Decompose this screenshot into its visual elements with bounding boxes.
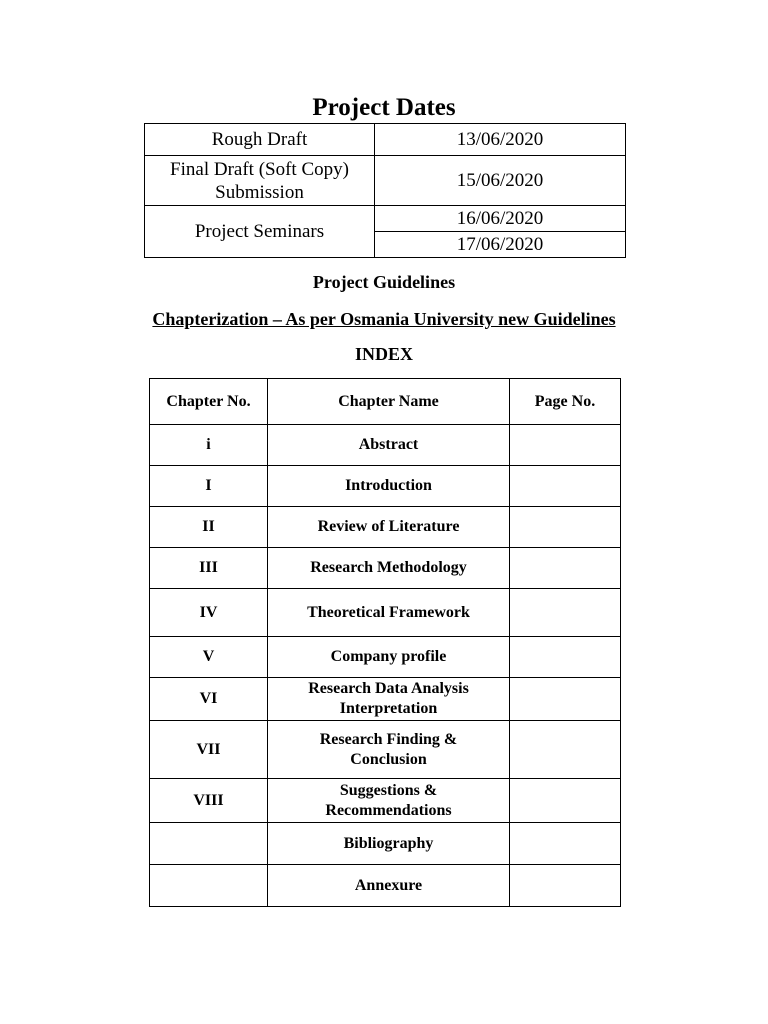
table-row bbox=[150, 425, 621, 466]
chapterization-title: Chapterization – As per Osmania University new Guidelines bbox=[152, 309, 616, 329]
guidelines-title: Project Guidelines bbox=[312, 272, 456, 292]
page-title: Project Dates bbox=[312, 94, 456, 121]
page-no bbox=[510, 466, 621, 507]
chapter-no: V bbox=[150, 637, 268, 678]
table-row bbox=[145, 156, 626, 206]
page-no bbox=[510, 779, 621, 823]
page-no bbox=[510, 678, 621, 721]
table-row bbox=[150, 466, 621, 507]
chapter-name: Introduction bbox=[268, 466, 510, 507]
table-row bbox=[150, 589, 621, 637]
chapter-name: Research Methodology bbox=[268, 548, 510, 589]
table-row bbox=[150, 507, 621, 548]
page-no bbox=[510, 548, 621, 589]
table-row bbox=[150, 779, 621, 823]
date-value: 15/06/2020 bbox=[375, 156, 626, 206]
chapter-name: Abstract bbox=[268, 425, 510, 466]
table-row bbox=[150, 678, 621, 721]
index-table bbox=[149, 378, 621, 907]
chapter-name: Research Finding & Conclusion bbox=[268, 721, 510, 779]
date-value: 16/06/2020 bbox=[375, 206, 626, 232]
chapter-no: I bbox=[150, 466, 268, 507]
table-row bbox=[145, 124, 626, 156]
date-value: 13/06/2020 bbox=[375, 124, 626, 156]
chapter-name: Company profile bbox=[268, 637, 510, 678]
table-header-row bbox=[150, 379, 621, 425]
chapter-no: III bbox=[150, 548, 268, 589]
table-row bbox=[150, 548, 621, 589]
page-no bbox=[510, 425, 621, 466]
table-row bbox=[150, 637, 621, 678]
chapter-name: Suggestions & Recommendations bbox=[268, 779, 510, 823]
chapter-no: VIII bbox=[150, 779, 268, 823]
date-label: Rough Draft bbox=[145, 124, 375, 156]
page-no bbox=[510, 637, 621, 678]
chapter-no: VII bbox=[150, 721, 268, 779]
project-dates-table bbox=[144, 123, 626, 258]
page-no bbox=[510, 865, 621, 907]
index-title: INDEX bbox=[354, 344, 413, 364]
page-no bbox=[510, 589, 621, 637]
date-label: Project Seminars bbox=[145, 206, 375, 258]
column-header: Chapter Name bbox=[268, 379, 510, 425]
column-header: Page No. bbox=[510, 379, 621, 425]
chapter-name: Research Data Analysis Interpretation bbox=[268, 678, 510, 721]
chapter-no: i bbox=[150, 425, 268, 466]
page-no bbox=[510, 823, 621, 865]
date-label: Final Draft (Soft Copy) Submission bbox=[145, 156, 375, 206]
column-header: Chapter No. bbox=[150, 379, 268, 425]
chapter-no bbox=[150, 865, 268, 907]
table-row bbox=[145, 206, 626, 232]
chapter-name: Theoretical Framework bbox=[268, 589, 510, 637]
chapter-name: Bibliography bbox=[268, 823, 510, 865]
page-no bbox=[510, 721, 621, 779]
table-row bbox=[150, 823, 621, 865]
chapter-no: IV bbox=[150, 589, 268, 637]
chapter-no bbox=[150, 823, 268, 865]
date-value: 17/06/2020 bbox=[375, 232, 626, 258]
page-no bbox=[510, 507, 621, 548]
chapter-no: VI bbox=[150, 678, 268, 721]
table-row bbox=[150, 865, 621, 907]
chapter-name: Annexure bbox=[268, 865, 510, 907]
table-row bbox=[150, 721, 621, 779]
chapter-name: Review of Literature bbox=[268, 507, 510, 548]
chapter-no: II bbox=[150, 507, 268, 548]
